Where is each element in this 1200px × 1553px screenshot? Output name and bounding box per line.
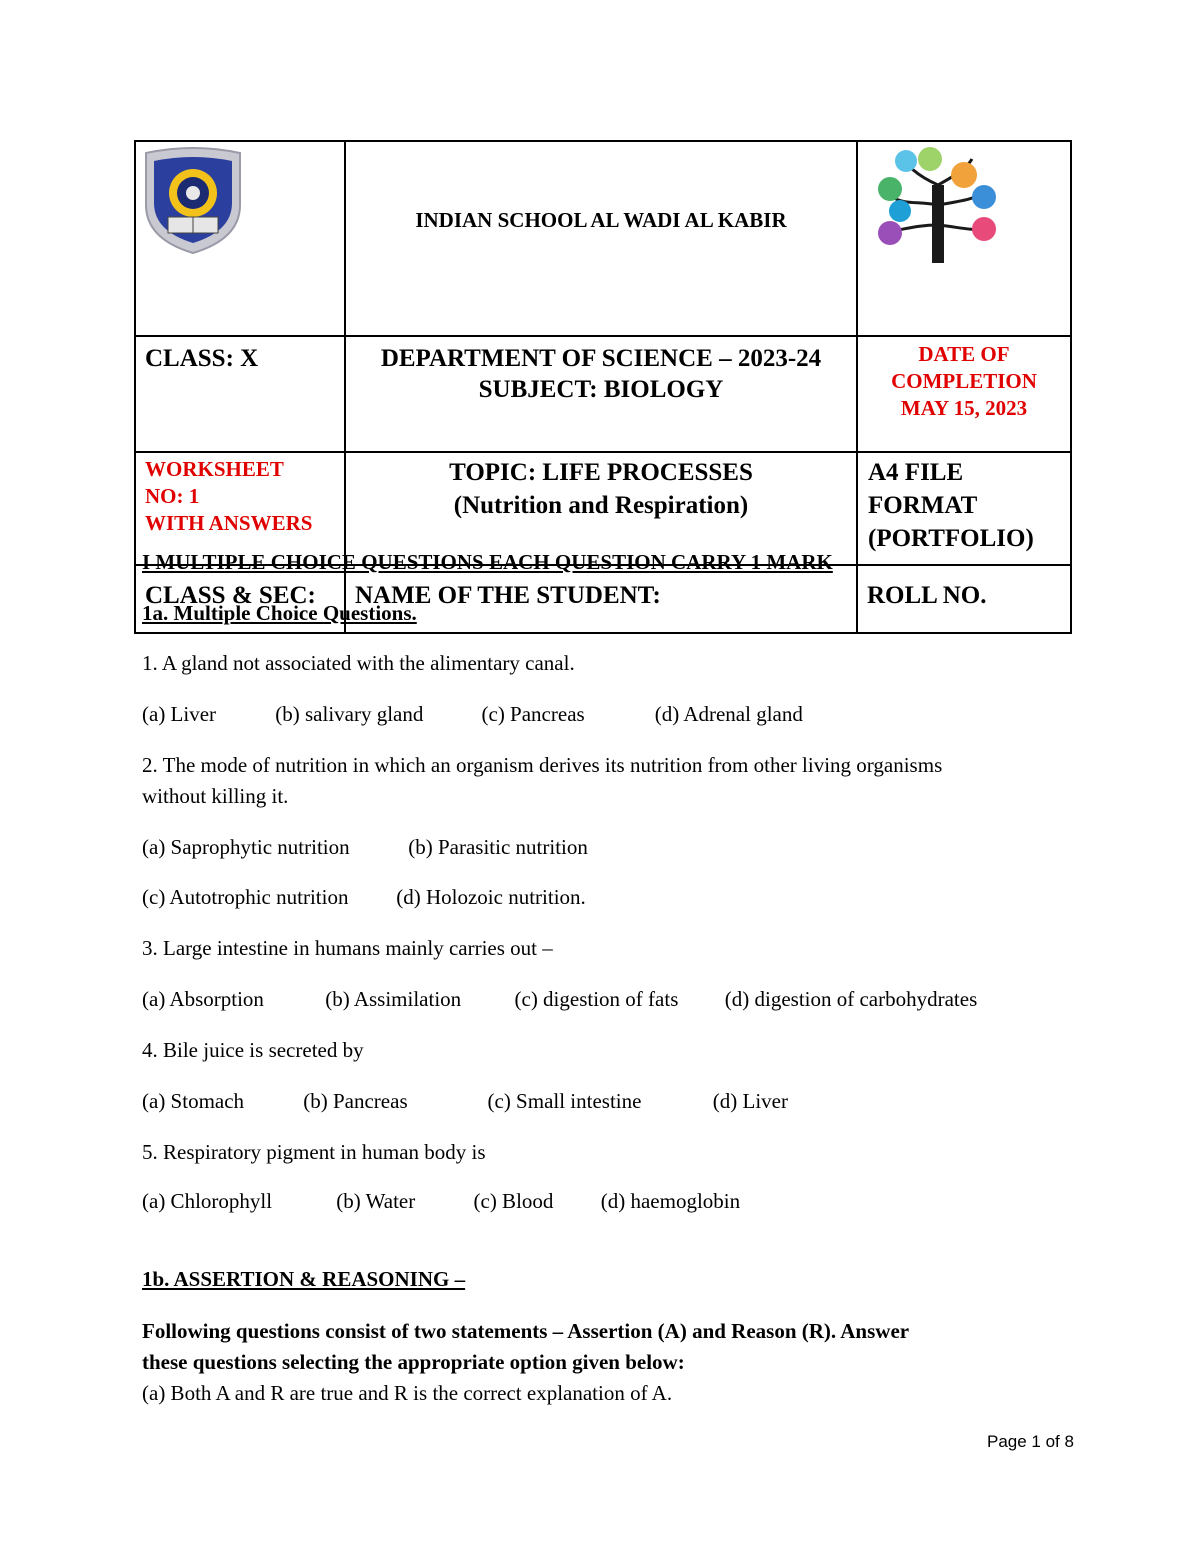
department-cell: [345, 336, 857, 452]
topic: TOPIC: LIFE PROCESSES: [449, 459, 753, 486]
date-line-3: MAY 15, 2023: [900, 396, 1028, 420]
question-2-cont: without killing it.: [142, 784, 289, 808]
question-5: 5. Respiratory pigment in human body is: [142, 1140, 486, 1164]
option: (c) digestion of fats: [514, 987, 679, 1011]
worksheet-line-1: WORKSHEET: [145, 457, 284, 481]
option: (a) Liver: [142, 702, 217, 726]
option: (b) salivary gland: [275, 702, 424, 726]
option: (d) Adrenal gland: [654, 702, 803, 726]
question-1-options: [142, 701, 803, 727]
assertion-option-a: (a) Both A and R are true and R is the correct explanation of A.: [142, 1381, 673, 1405]
option: (c) Small intestine: [487, 1089, 642, 1113]
class-label: CLASS: X: [135, 336, 345, 452]
worksheet-line-2: NO: 1: [145, 484, 200, 508]
assertion-heading: 1b. ASSERTION & REASONING –: [142, 1267, 466, 1291]
assertion-instruction-2: these questions selecting the appropriate option given below:: [142, 1350, 685, 1374]
question-2-options-row1: [142, 834, 588, 860]
format-line-3: (PORTFOLIO): [868, 525, 1034, 552]
option: (d) Holozoic nutrition.: [396, 885, 586, 909]
mcq-subheading: 1a. Multiple Choice Questions.: [142, 601, 417, 625]
option: (d) haemoglobin: [600, 1189, 741, 1213]
school-name: INDIAN SCHOOL AL WADI AL KABIR: [345, 141, 857, 336]
date-line-2: COMPLETION: [891, 369, 1037, 393]
option: (d) Liver: [712, 1089, 788, 1113]
question-1: 1. A gland not associated with the alimentary canal.: [142, 651, 575, 675]
department: DEPARTMENT OF SCIENCE – 2023-24: [380, 345, 822, 372]
assertion-instruction-1: Following questions consist of two statements – Assertion (A) and Reason (R). Answer: [142, 1319, 910, 1343]
question-5-options: [142, 1188, 740, 1214]
question-4: 4. Bile juice is secreted by: [142, 1038, 364, 1062]
topic-subtitle: (Nutrition and Respiration): [453, 492, 749, 519]
option: (c) Autotrophic nutrition: [142, 885, 349, 909]
question-2-options-row2: [142, 884, 586, 910]
option: (a) Chlorophyll: [142, 1189, 273, 1213]
date-of-completion: [857, 336, 1071, 452]
option: (b) Water: [336, 1189, 416, 1213]
option: (a) Stomach: [142, 1089, 245, 1113]
question-3: 3. Large intestine in humans mainly carries out –: [142, 936, 553, 960]
option: (a) Saprophytic nutrition: [142, 835, 350, 859]
date-line-1: DATE OF: [918, 342, 1010, 366]
subject: SUBJECT: BIOLOGY: [478, 376, 724, 403]
section-heading: I MULTIPLE CHOICE QUESTIONS EACH QUESTION CARRY 1 MARK: [142, 550, 833, 574]
class-sec-label: CLASS & SEC:: [135, 565, 345, 633]
worksheet-line-3: WITH ANSWERS: [145, 511, 313, 535]
option: (c) Pancreas: [481, 702, 585, 726]
roll-no-label: ROLL NO.: [857, 565, 1071, 633]
question-2: 2. The mode of nutrition in which an organism derives its nutrition from other living organisms: [142, 753, 943, 777]
option: (a) Absorption: [142, 987, 264, 1011]
option: (b) Pancreas: [303, 1089, 408, 1113]
question-4-options: [142, 1088, 788, 1114]
student-name-label: NAME OF THE STUDENT:: [345, 565, 857, 633]
option: (c) Blood: [473, 1189, 554, 1213]
option: (b) Parasitic nutrition: [408, 835, 588, 859]
tree-logo: [866, 145, 1008, 265]
option: (d) digestion of carbohydrates: [724, 987, 978, 1011]
option: (b) Assimilation: [325, 987, 462, 1011]
file-format: [857, 452, 1071, 565]
question-3-options: [142, 986, 977, 1012]
format-line-2: FORMAT: [868, 492, 978, 519]
format-line-1: A4 FILE: [868, 459, 964, 486]
school-crest-logo: [142, 147, 244, 257]
page-number: Page 1 of 8: [987, 1432, 1074, 1451]
